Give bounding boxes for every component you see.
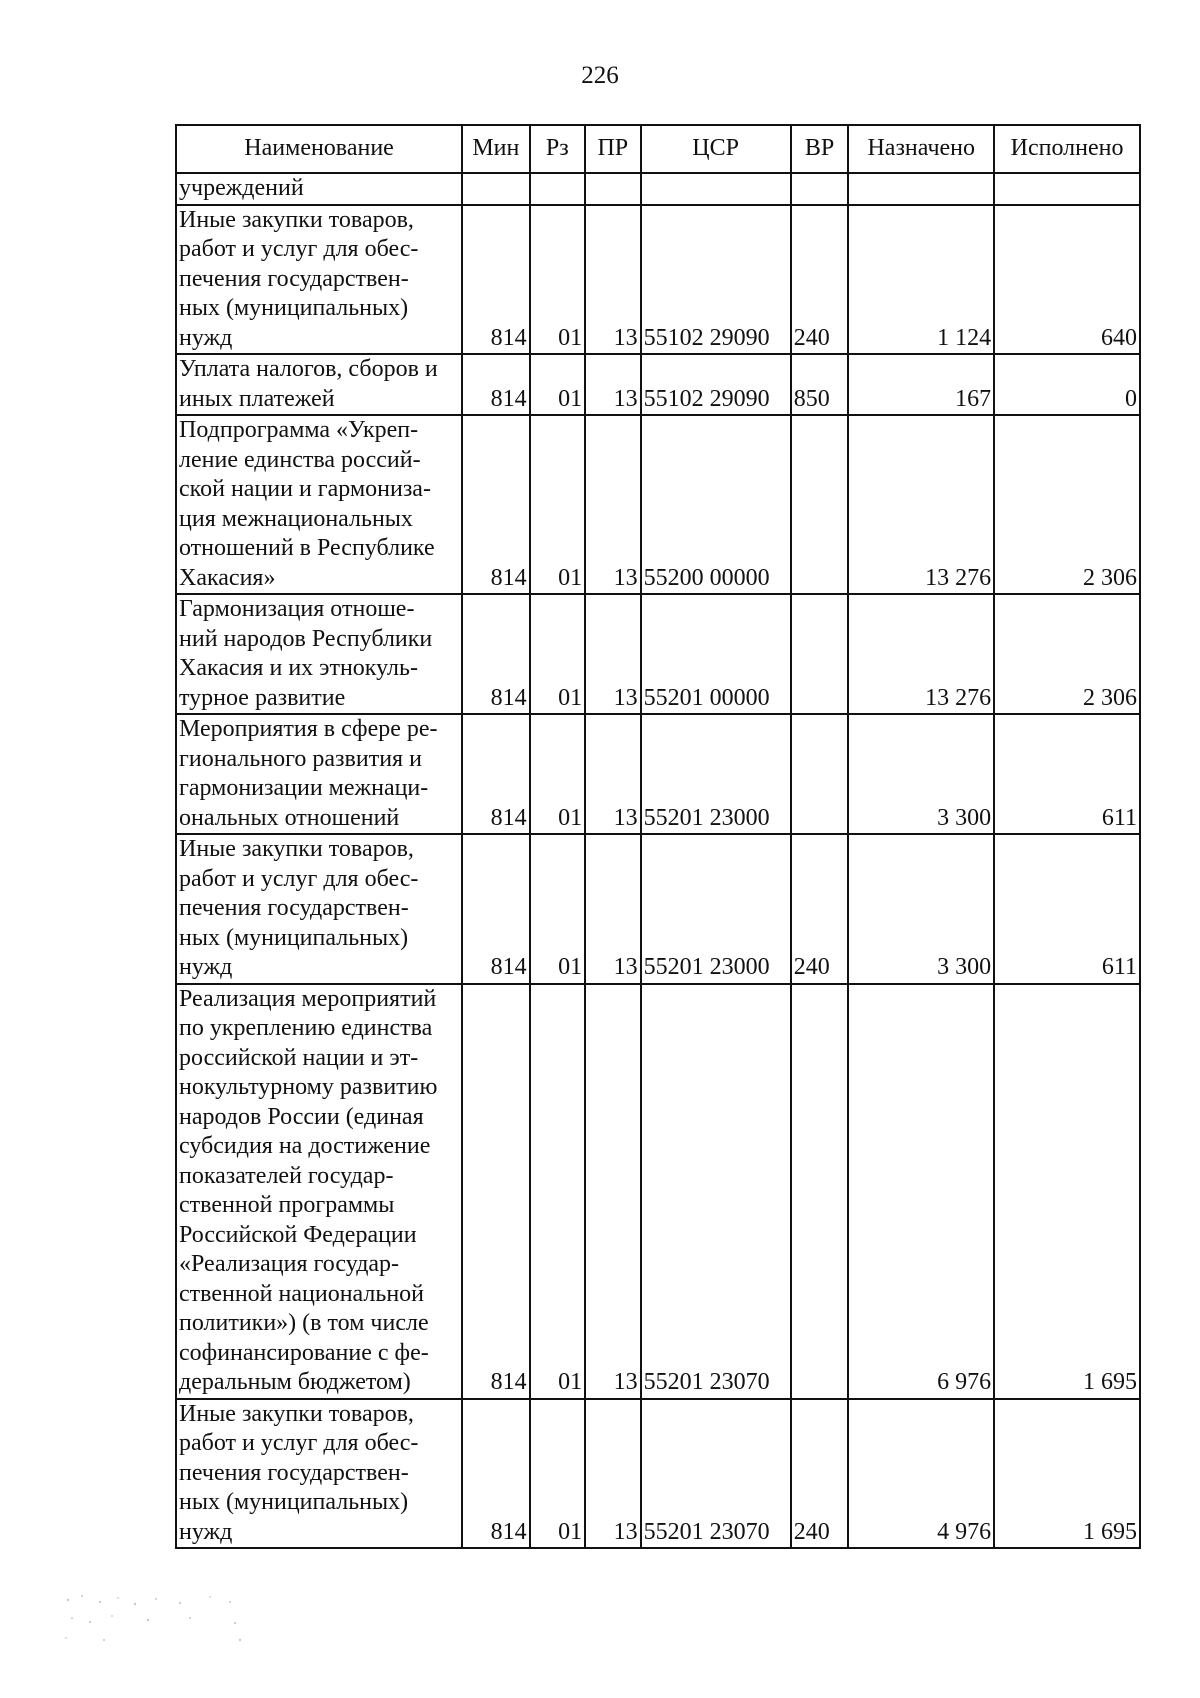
row-min: 814 <box>462 984 529 1399</box>
row-csr <box>641 173 791 205</box>
row-executed: 640 <box>994 205 1140 355</box>
row-vr <box>791 984 849 1399</box>
row-assigned: 3 300 <box>848 834 994 984</box>
row-pr: 13 <box>585 594 640 714</box>
row-assigned: 3 300 <box>848 714 994 834</box>
row-name: Мероприятия в сфере ре- гионального развития и гармонизации межнаци- ональных отношений <box>176 714 462 834</box>
row-min: 814 <box>462 415 529 594</box>
row-pr: 13 <box>585 205 640 355</box>
row-vr <box>791 173 849 205</box>
row-csr: 55200 00000 <box>641 415 791 594</box>
row-pr: 13 <box>585 354 640 415</box>
row-executed: 2 306 <box>994 415 1140 594</box>
row-name: Иные закупки товаров, работ и услуг для обес- печения государствен- ных (муниципальных) нужд <box>176 834 462 984</box>
table-row <box>176 714 1140 834</box>
row-assigned: 13 276 <box>848 415 994 594</box>
page-number: 226 <box>581 62 619 89</box>
row-vr: 240 <box>791 834 849 984</box>
row-assigned: 6 976 <box>848 984 994 1399</box>
row-vr: 850 <box>791 354 849 415</box>
header-pr: ПР <box>585 125 640 173</box>
row-executed: 1 695 <box>994 984 1140 1399</box>
row-vr <box>791 415 849 594</box>
row-rz: 01 <box>530 354 585 415</box>
row-min: 814 <box>462 205 529 355</box>
row-name: Иные закупки товаров, работ и услуг для обес- печения государствен- ных (муниципальных) нужд <box>176 1399 462 1549</box>
row-csr: 55201 23070 <box>641 1399 791 1549</box>
row-name: учреждений <box>176 173 462 205</box>
row-min: 814 <box>462 594 529 714</box>
row-name: Реализация мероприятий по укреплению единства российской нации и эт- нокультурному развитию народов России (единая субсидия на достижение показателей государ- ственной программы Российской Федерации «Реализация государ- ственной национальной политики») (в том числе софинансирование с фе- деральным бюджетом) <box>176 984 462 1399</box>
row-csr: 55201 23000 <box>641 834 791 984</box>
header-name: Наименование <box>176 125 462 173</box>
row-name: Уплата налогов, сборов и иных платежей <box>176 354 462 415</box>
row-pr: 13 <box>585 1399 640 1549</box>
row-vr: 240 <box>791 1399 849 1549</box>
table-row <box>176 415 1140 594</box>
row-assigned <box>848 173 994 205</box>
row-rz: 01 <box>530 714 585 834</box>
table-row <box>176 354 1140 415</box>
row-assigned: 167 <box>848 354 994 415</box>
row-csr: 55201 23000 <box>641 714 791 834</box>
row-assigned: 4 976 <box>848 1399 994 1549</box>
row-min: 814 <box>462 354 529 415</box>
header-assigned: Назначено <box>848 125 994 173</box>
table-row <box>176 173 1140 205</box>
row-csr: 55201 23070 <box>641 984 791 1399</box>
header-csr: ЦСР <box>641 125 791 173</box>
header-min: Мин <box>462 125 529 173</box>
row-csr: 55201 00000 <box>641 594 791 714</box>
table-row <box>176 205 1140 355</box>
row-vr <box>791 594 849 714</box>
row-assigned: 13 276 <box>848 594 994 714</box>
row-pr: 13 <box>585 415 640 594</box>
header-vr: ВР <box>791 125 849 173</box>
row-name: Гармонизация отноше- ний народов Республики Хакасия и их этнокуль- турное развитие <box>176 594 462 714</box>
row-rz <box>530 173 585 205</box>
header-rz: Рз <box>530 125 585 173</box>
table-header-row <box>176 125 1140 173</box>
row-rz: 01 <box>530 1399 585 1549</box>
table-row <box>176 984 1140 1399</box>
row-vr <box>791 714 849 834</box>
header-executed: Исполнено <box>994 125 1140 173</box>
row-min: 814 <box>462 1399 529 1549</box>
row-name: Иные закупки товаров, работ и услуг для обес- печения государствен- ных (муниципальных) нужд <box>176 205 462 355</box>
row-pr: 13 <box>585 984 640 1399</box>
row-assigned: 1 124 <box>848 205 994 355</box>
table-row <box>176 834 1140 984</box>
budget-table <box>175 124 1141 1549</box>
row-executed: 611 <box>994 714 1140 834</box>
row-csr: 55102 29090 <box>641 354 791 415</box>
row-pr: 13 <box>585 714 640 834</box>
row-rz: 01 <box>530 205 585 355</box>
scan-noise-marks <box>60 1590 280 1650</box>
row-executed <box>994 173 1140 205</box>
table-row <box>176 594 1140 714</box>
row-executed: 1 695 <box>994 1399 1140 1549</box>
row-pr: 13 <box>585 834 640 984</box>
row-min: 814 <box>462 834 529 984</box>
row-vr: 240 <box>791 205 849 355</box>
row-rz: 01 <box>530 594 585 714</box>
row-executed: 0 <box>994 354 1140 415</box>
row-name: Подпрограмма «Укреп- ление единства россий- ской нации и гармониза- ция межнациональных отношений в Республике Хакасия» <box>176 415 462 594</box>
row-pr <box>585 173 640 205</box>
row-rz: 01 <box>530 415 585 594</box>
table-row <box>176 1399 1140 1549</box>
row-csr: 55102 29090 <box>641 205 791 355</box>
row-rz: 01 <box>530 834 585 984</box>
row-min: 814 <box>462 714 529 834</box>
row-executed: 2 306 <box>994 594 1140 714</box>
row-rz: 01 <box>530 984 585 1399</box>
row-min <box>462 173 529 205</box>
row-executed: 611 <box>994 834 1140 984</box>
